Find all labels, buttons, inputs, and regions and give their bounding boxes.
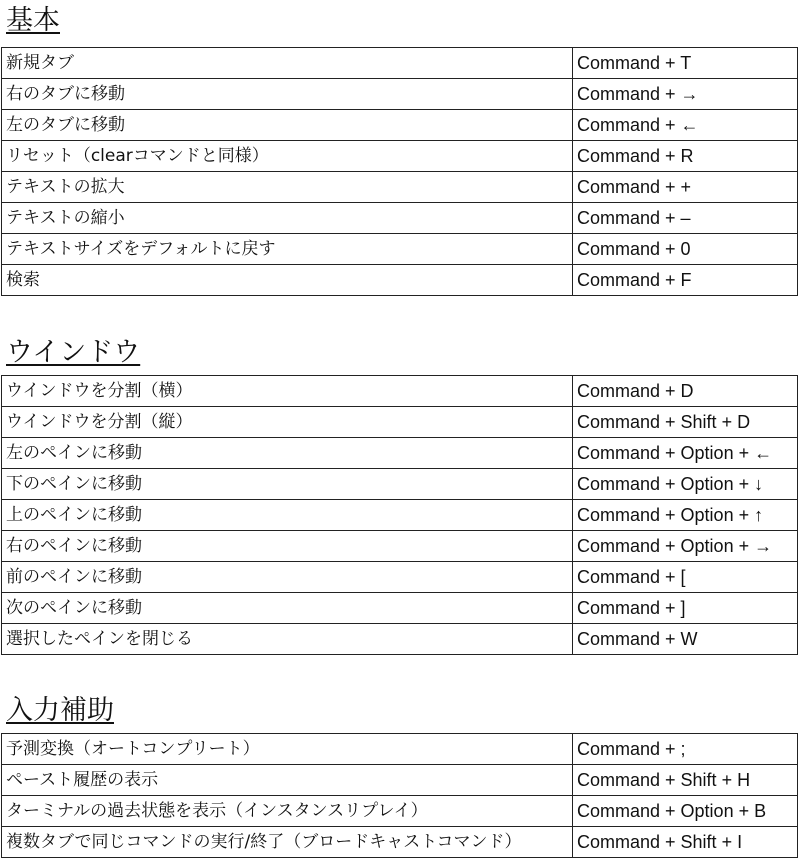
section-title-input-assist: 入力補助 (6, 695, 114, 726)
shortcut-description: 下のペインに移動 (2, 469, 573, 500)
shortcut-description: 次のペインに移動 (2, 593, 573, 624)
table-row (2, 48, 798, 79)
table-row (2, 734, 798, 765)
shortcut-keys: Command + ← (573, 110, 798, 141)
shortcut-keys: Command + Option + ↓ (573, 469, 798, 500)
shortcut-description: ターミナルの過去状態を表示（インスタンスリプレイ） (2, 796, 573, 827)
table-row (2, 234, 798, 265)
table-row (2, 79, 798, 110)
shortcut-description: 選択したペインを閉じる (2, 624, 573, 655)
shortcut-keys: Command + F (573, 265, 798, 296)
shortcut-keys: Command + → (573, 79, 798, 110)
table-row (2, 376, 798, 407)
table-row (2, 110, 798, 141)
shortcut-keys: Command + Shift + I (573, 827, 798, 858)
table-row (2, 624, 798, 655)
shortcut-keys: Command + Option + → (573, 531, 798, 562)
shortcut-description: 複数タブで同じコマンドの実行/終了（ブロードキャストコマンド） (2, 827, 573, 858)
shortcut-description: テキストの拡大 (2, 172, 573, 203)
shortcut-table-window (1, 375, 798, 655)
shortcut-description: 上のペインに移動 (2, 500, 573, 531)
section-title-window: ウインドウ (6, 337, 141, 368)
shortcut-keys: Command + R (573, 141, 798, 172)
shortcut-keys: Command + – (573, 203, 798, 234)
shortcut-keys: Command + + (573, 172, 798, 203)
table-row (2, 562, 798, 593)
shortcut-keys: Command + Option + ↑ (573, 500, 798, 531)
shortcut-description: ペースト履歴の表示 (2, 765, 573, 796)
shortcut-keys: Command + D (573, 376, 798, 407)
table-row (2, 141, 798, 172)
table-row (2, 500, 798, 531)
shortcut-description: ウインドウを分割（横） (2, 376, 573, 407)
shortcut-description: 新規タブ (2, 48, 573, 79)
table-row (2, 531, 798, 562)
table-row (2, 593, 798, 624)
shortcut-description: ウインドウを分割（縦） (2, 407, 573, 438)
shortcut-keys: Command + T (573, 48, 798, 79)
shortcut-description: テキストの縮小 (2, 203, 573, 234)
shortcut-keys: Command + [ (573, 562, 798, 593)
shortcut-keys: Command + 0 (573, 234, 798, 265)
table-row (2, 265, 798, 296)
shortcut-table-basic (1, 47, 798, 296)
shortcut-keys: Command + ] (573, 593, 798, 624)
section-title-basic: 基本 (6, 5, 60, 36)
shortcut-description: 右のタブに移動 (2, 79, 573, 110)
table-row (2, 765, 798, 796)
shortcut-description: 予測変換（オートコンプリート） (2, 734, 573, 765)
shortcut-description: 右のペインに移動 (2, 531, 573, 562)
table-row (2, 203, 798, 234)
shortcut-table-input-assist (1, 733, 798, 858)
table-row (2, 407, 798, 438)
shortcut-description: 左のタブに移動 (2, 110, 573, 141)
shortcut-description: 検索 (2, 265, 573, 296)
shortcut-description: テキストサイズをデフォルトに戻す (2, 234, 573, 265)
shortcut-keys: Command + Shift + D (573, 407, 798, 438)
shortcut-description: リセット（clearコマンドと同様） (2, 141, 573, 172)
shortcut-description: 前のペインに移動 (2, 562, 573, 593)
shortcut-keys: Command + Option + B (573, 796, 798, 827)
shortcut-description: 左のペインに移動 (2, 438, 573, 469)
shortcut-keys: Command + ; (573, 734, 798, 765)
shortcut-keys: Command + W (573, 624, 798, 655)
table-row (2, 172, 798, 203)
table-row (2, 469, 798, 500)
shortcut-keys: Command + Shift + H (573, 765, 798, 796)
table-row (2, 796, 798, 827)
table-row (2, 438, 798, 469)
table-row (2, 827, 798, 858)
shortcut-keys: Command + Option + ← (573, 438, 798, 469)
